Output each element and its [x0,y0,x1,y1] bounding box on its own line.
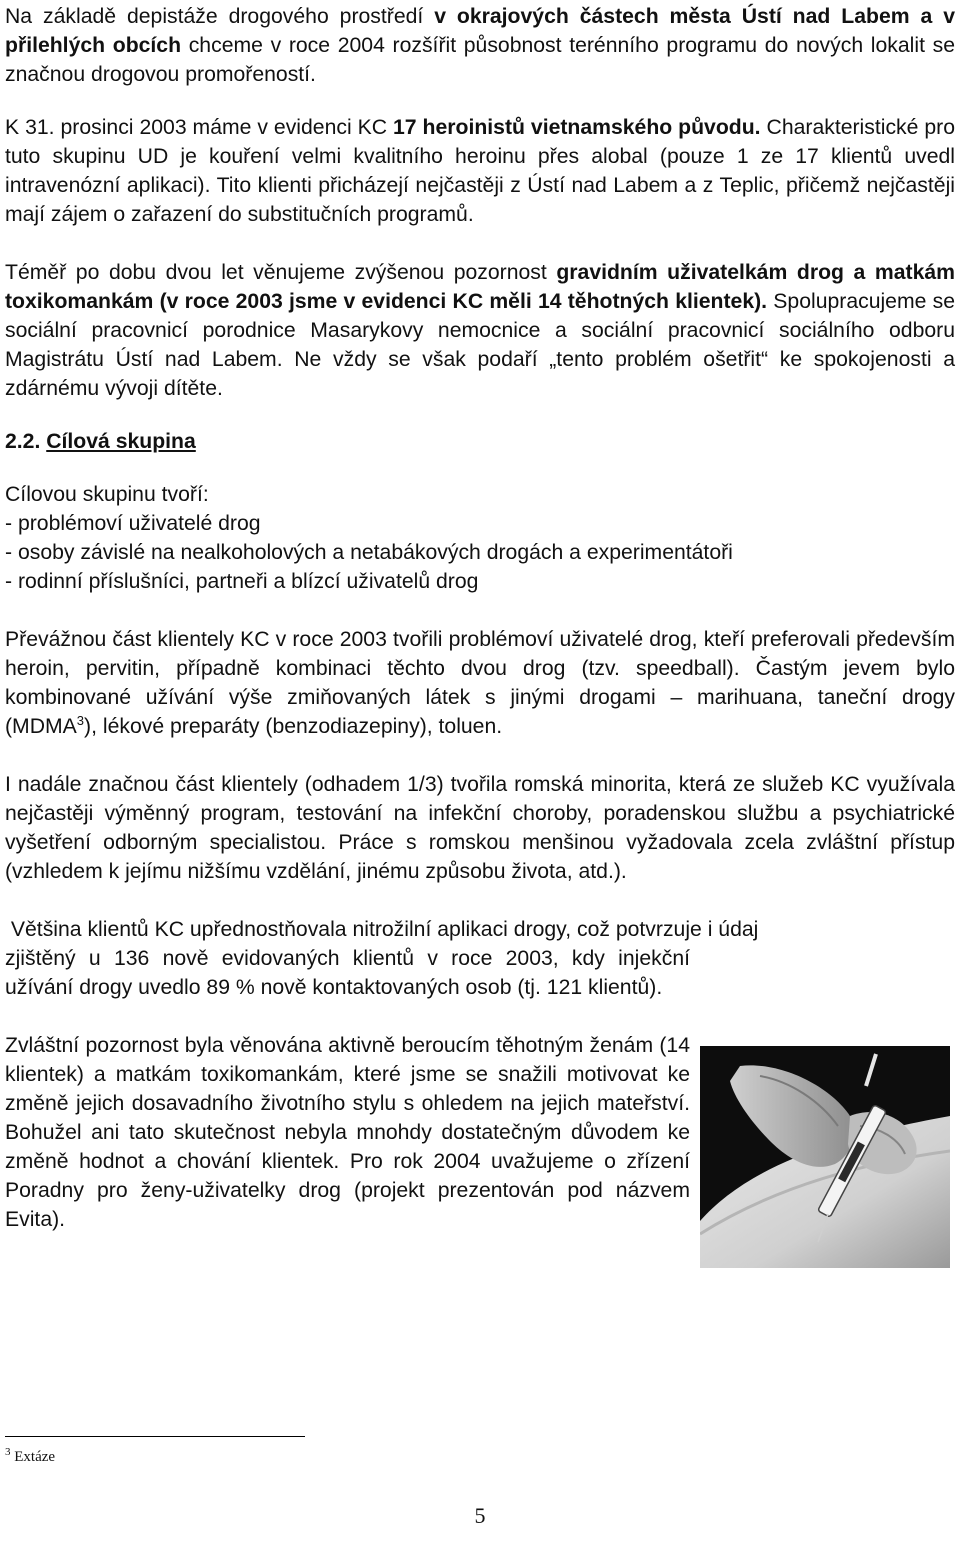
bold-text: 17 heroinistů vietnamského původu. [393,116,761,139]
paragraph-outskirts [5,2,955,89]
footnote-divider [5,1436,305,1437]
text: Na základě depistáže drogového prostředí [5,5,435,28]
paragraph-clientele [5,625,955,741]
text: Téměř po dobu dvou let věnujeme zvýšenou pozornost [5,261,557,284]
target-group-intro: Cílovou skupinu tvoří: [5,483,209,506]
text: Charakteristické pro tuto skupinu UD je kouření velmi kvalitního heroinu přes alobal (pouze 1 ze 17 klientů uvedl intravenózní aplikaci). Tito klienti přicházejí nejčastěji z Ústí nad Labem a z Teplic, přičemž nejčastěji mají zájem o zařazení do substitučních programů. [5,116,955,226]
injection-photo-image [700,1046,950,1268]
paragraph-roma-minority: I nadále značnou část klientely (odhadem 1/3) tvořila romská minorita, která ze služeb KC využívala nejčastěji výměnný program, testování na infekční choroby, poradenskou službu a psychiatrické vyšetření odborným specialistou. Práce s romskou menšinou vyžadovala zcela zvláštní přístup (vzhledem k jejímu nižšímu vzdělání, jinému způsobu života, atd.). [5,773,955,883]
text: chceme v roce 2004 rozšířit působnost terénního programu do nových lokalit se značnou drogovou promořeností. [5,34,956,86]
paragraph-injection-rest: zjištěný u 136 nově evidovaných klientů v roce 2003, kdy injekční užívání drogy uvedlo 89 % nově kontaktovaných osob (tj. 121 klientů). [5,947,690,999]
footnote-number: 3 [5,1446,11,1458]
list-item: - problémoví uživatelé drog [5,512,261,535]
bold-text: gravidním uživatelkám drog a matkám toxikomankám (v roce 2003 jsme v evidenci KC měli 14 těhotných klientek). [5,261,955,313]
paragraph-injection-first-line: Většina klientů KC upřednostňovala nitrožilní aplikaci drogy, což potvrzuje i údaj [5,918,759,941]
list-item: - osoby závislé na nealkoholových a netabákových drogách a experimentátoři [5,541,733,564]
text: ), lékové preparáty (benzodiazepiny), toluen. [84,715,503,738]
injection-photo [700,1046,950,1268]
text: K 31. prosinci 2003 máme v evidenci KC [5,116,394,139]
section-title: Cílová skupina [46,430,196,453]
text: Převážnou část klientely KC v roce 2003 tvořili problémoví uživatelé drog, kteří preferovali především heroin, pervitin, případně kombinaci těchto dvou drog (tzv. speedball). Častým jevem bylo kombinované užívání výše zmiňovaných látek s jinými drogami – marihuana, taneční drogy (MDMA [5,628,955,738]
bold-text: v okrajových částech města Ústí nad Labem a v přilehlých obcích [5,5,955,57]
section-number: 2.2. [5,430,41,453]
list-item: - rodinní příslušníci, partneři a blízcí uživatelů drog [5,570,479,593]
paragraph-pregnant-users [5,258,955,403]
footnote-reference: 3 [76,712,85,728]
paragraph-vietnamese-heroin-users [5,113,955,229]
text: Spolupracujeme se sociální pracovnicí porodnice Masarykovy nemocnice a sociální pracovnicí sociálního odboru Magistrátu Ústí nad Labem. Ne vždy se však podaří „tento problém ošetřit“ ke spokojenosti a zdárnému vývoji dítěte. [5,290,955,400]
page-number: 5 [474,1503,486,1528]
footnote-text: Extáze [14,1449,56,1465]
footnote [5,1446,56,1466]
section-heading [5,427,955,456]
paragraph-pregnant-women: Zvláštní pozornost byla věnována aktivně beroucím těhotným ženám (14 klientek) a matkám toxikomankám, které jsme se snažili motivovat ke změně jejich dosavadního životního stylu s ohledem na jejich mateřství. Bohužel ani tato skutečnost nebyla mnohdy dostatečným důvodem ke změně hodnot a chování klientek. Pro rok 2004 uvažujeme o zřízení Poradny pro ženy-uživatelky drog (projekt prezentován pod názvem Evita). [5,1034,690,1231]
